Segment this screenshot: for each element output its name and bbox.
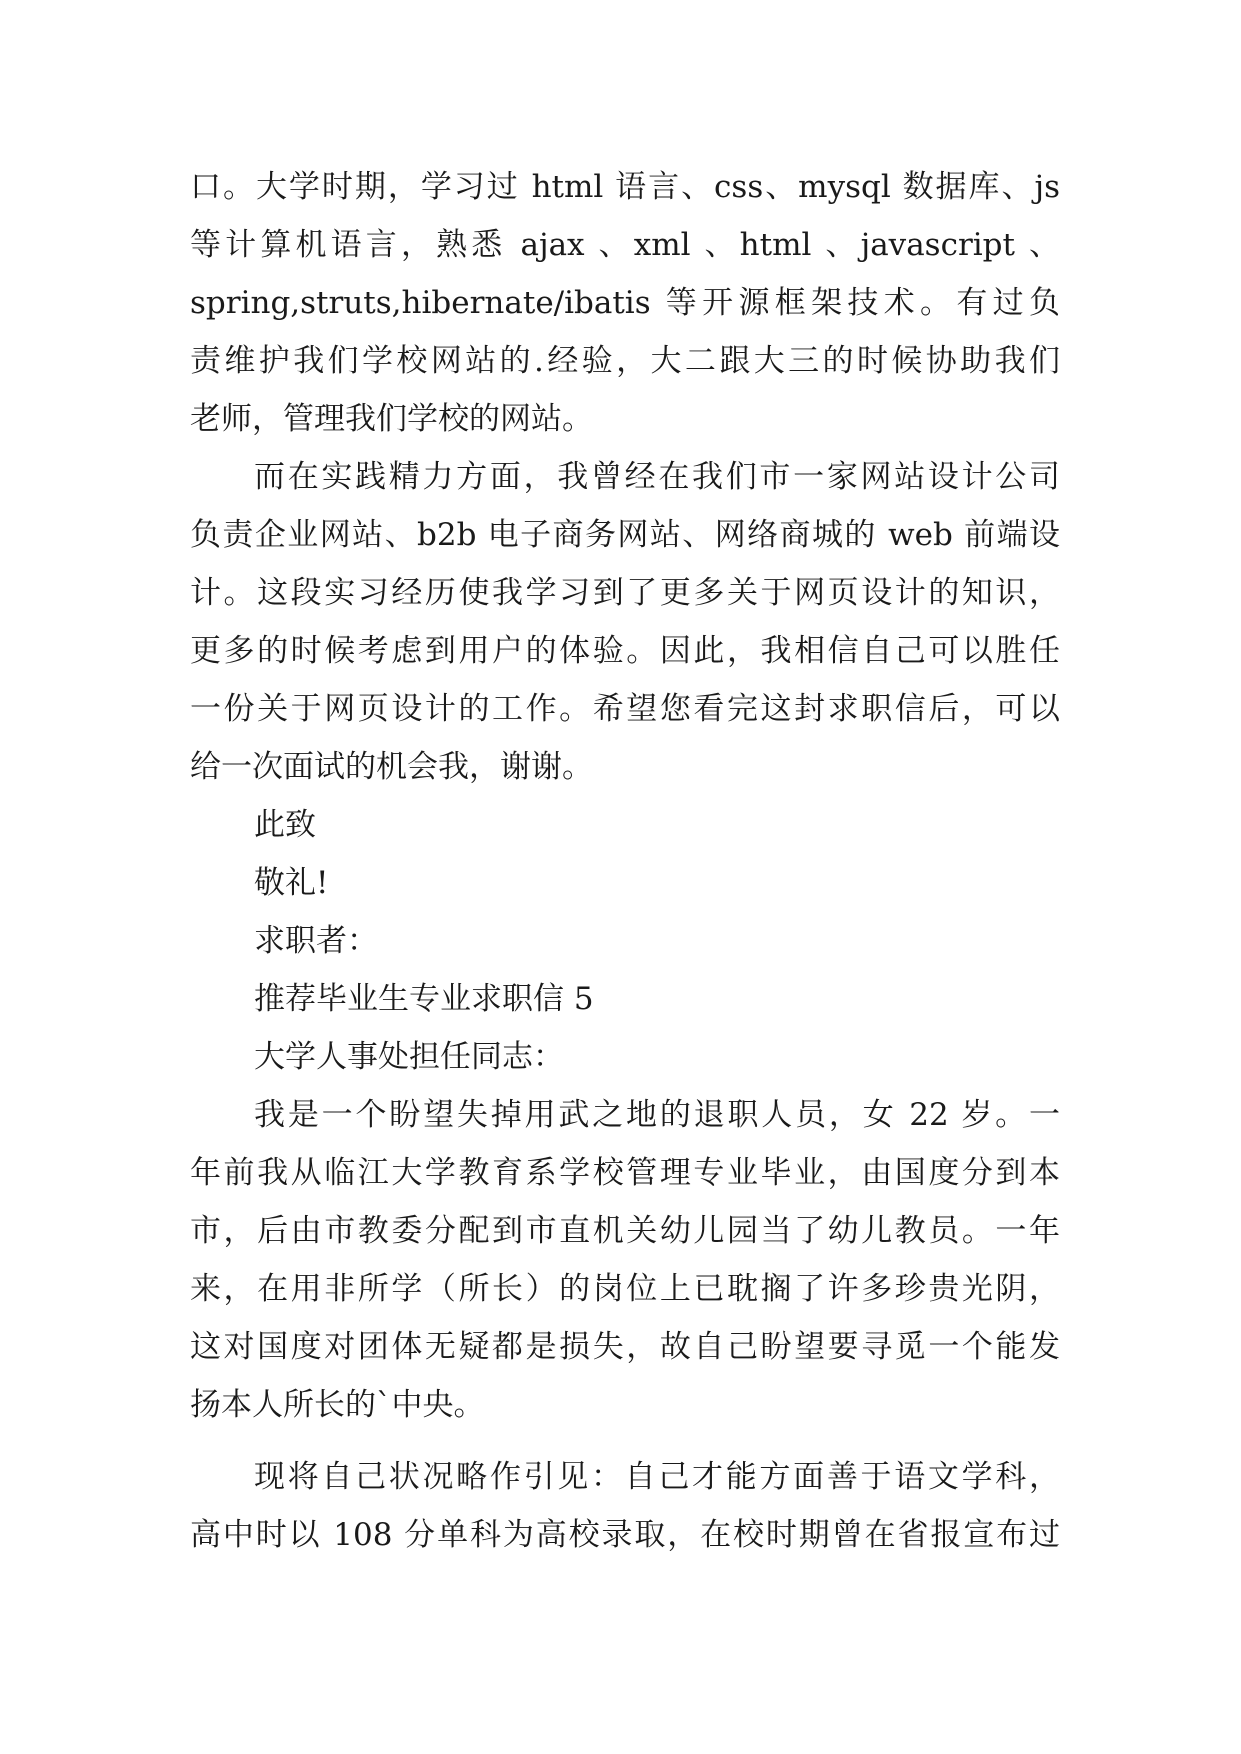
closing-line: 此致 <box>254 807 316 843</box>
signature-line: 求职者： <box>254 923 378 959</box>
text-line: 这对国度对团体无疑都是损失，故自己盼望要寻觅一个能发 <box>190 1329 1060 1365</box>
text-line: 高中时以 108 分单科为高校录取，在校时期曾在省报宣布过 <box>190 1517 1060 1553</box>
text-line: 来，在用非所学（所长）的岗位上已耽搁了许多珍贵光阴， <box>190 1271 1060 1307</box>
closing-line: 敬礼! <box>254 865 329 901</box>
text-line: spring,struts,hibernate/ibatis 等开源框架技术。有过负 <box>190 285 1060 321</box>
paragraph-gap <box>190 1434 1060 1448</box>
text-line: 责维护我们学校网站的.经验，大二跟大三的时候协助我们 <box>190 343 1060 379</box>
text-line: 而在实践精力方面，我曾经在我们市一家网站设计公司 <box>254 459 1060 495</box>
text-line: 负责企业网站、b2b 电子商务网站、网络商城的 web 前端设 <box>190 517 1060 553</box>
text-line: 现将自己状况略作引见：自己才能方面善于语文学科， <box>254 1459 1060 1495</box>
text-line: 等计算机语言，熟悉 ajax 、xml 、html 、javascript 、 <box>190 227 1060 263</box>
section-title: 推荐毕业生专业求职信 5 <box>254 981 594 1017</box>
text-line: 市，后由市教委分配到市直机关幼儿园当了幼儿教员。一年 <box>190 1213 1060 1249</box>
text-line: 扬本人所长的`中央。 <box>190 1387 485 1423</box>
text-line: 更多的时候考虑到用户的体验。因此，我相信自己可以胜任 <box>190 633 1060 669</box>
paragraph <box>190 1086 1060 1434</box>
text-line: 计。这段实习经历使我学习到了更多关于网页设计的知识， <box>190 575 1060 611</box>
letter-body <box>190 158 1060 1564</box>
text-line: 一份关于网页设计的工作。希望您看完这封求职信后，可以 <box>190 691 1060 727</box>
text-line: 我是一个盼望失掉用武之地的退职人员，女 22 岁。一 <box>254 1097 1060 1133</box>
text-line: 年前我从临江大学教育系学校管理专业毕业，由国度分到本 <box>190 1155 1060 1191</box>
paragraph <box>190 158 1060 448</box>
paragraph <box>190 448 1060 796</box>
paragraph <box>190 1448 1060 1564</box>
text-line: 给一次面试的机会我，谢谢。 <box>190 749 593 785</box>
text-line: 老师，管理我们学校的网站。 <box>190 401 593 437</box>
salutation: 大学人事处担任同志： <box>254 1039 564 1075</box>
text-line: 口。大学时期，学习过 html 语言、css、mysql 数据库、js <box>190 169 1060 205</box>
